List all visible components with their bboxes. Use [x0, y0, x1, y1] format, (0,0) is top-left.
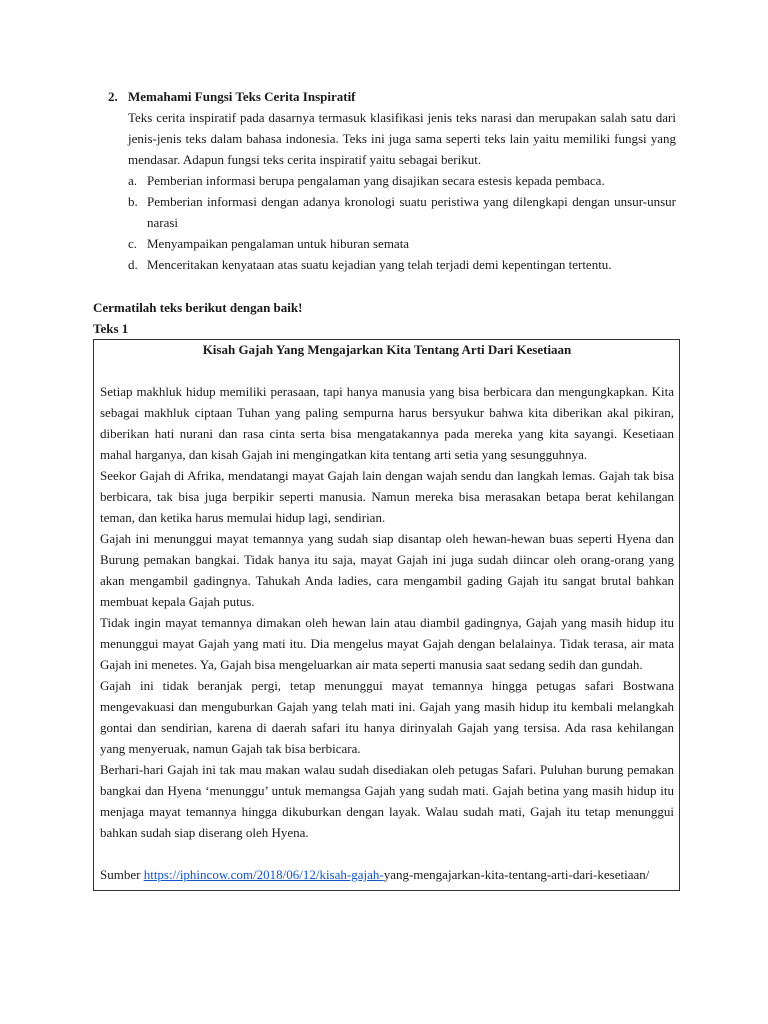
- story-paragraph: Gajah ini menunggui mayat temannya yang sudah siap disantap oleh hewan-hewan buas seperti Hyena dan Burung pemakan bangkai. Tidak hanya itu saja, mayat Gajah ini juga sudah diincar oleh orang-orang yang akan mengambil gadingnya. Tahukah Anda ladies, cara mengambil gading Gajah itu sangat brutal bahkan membuat kepala Gajah putus.: [100, 531, 674, 609]
- list-item: [128, 191, 676, 233]
- list-marker: b.: [128, 194, 138, 209]
- text-label: Teks 1: [93, 321, 129, 336]
- list-marker: d.: [128, 257, 138, 272]
- story-paragraph: Seekor Gajah di Afrika, mendatangi mayat Gajah lain dengan wajah sendu dan langkah lemas. Gajah tak bisa berbicara, tak bisa juga berpikir seperti manusia. Namun mereka bisa merasakan betapa berat kehilangan teman, dan ketika harus memulai hidup lagi, sendirian.: [100, 468, 674, 525]
- story-box: [93, 339, 680, 891]
- list-text: Menyampaikan pengalaman untuk hiburan semata: [147, 236, 410, 251]
- function-list: [108, 170, 676, 275]
- list-item: [128, 170, 676, 191]
- blank-line: [100, 360, 674, 381]
- instruction-text: Cermatilah teks berikut dengan baik!: [93, 300, 303, 315]
- source-line: [100, 864, 674, 885]
- story-paragraph: Tidak ingin mayat temannya dimakan oleh hewan lain atau diambil gadingnya, Gajah yang masih hidup itu menunggui mayat Gajah yang mati itu. Dia mengelus mayat Gajah dengan belalainya. Tidak terasa, air mata Gajah ini menetes. Ya, Gajah bisa mengeluarkan air mata seperti manusia saat sedang sedih dan gundah.: [100, 615, 674, 672]
- story-paragraph: Setiap makhluk hidup memiliki perasaan, tapi hanya manusia yang bisa berbicara dan mengungkapkan. Kita sebagai makhluk ciptaan Tuhan yang paling sempurna harus bersyukur bahwa kita diberikan akal pikiran, diberikan hati nurani dan rasa cinta serta bisa mengatakannya pada mereka yang kita sayangi. Kesetiaan mahal harganya, dan kisah Gajah ini mengingatkan kita tentang arti setia yang sesungguhnya.: [100, 384, 674, 462]
- list-marker: a.: [128, 173, 138, 188]
- section-intro: Teks cerita inspiratif pada dasarnya termasuk klasifikasi jenis teks narasi dan merupakan salah satu dari jenis-jenis teks dalam bahasa indonesia. Teks ini juga sama seperti teks lain yaitu memiliki fungsi yang mendasar. Adapun fungsi teks cerita inspiratif yaitu sebagai berikut.: [128, 110, 676, 167]
- story-title: Kisah Gajah Yang Mengajarkan Kita Tentang Arti Dari Kesetiaan: [202, 342, 572, 357]
- source-rest: yang-mengajarkan-kita-tentang-arti-dari-kesetiaan/: [383, 867, 650, 882]
- list-marker: c.: [128, 236, 138, 251]
- list-item: [128, 254, 676, 275]
- section-heading: [108, 86, 676, 107]
- story-paragraph: Berhari-hari Gajah ini tak mau makan walau sudah disediakan oleh petugas Safari. Puluhan burung pemakan bangkai dan Hyena ‘menunggu’ untuk memangsa Gajah yang sudah mati. Gajah betina yang masih hidup itu menjaga mayat temannya hingga dikuburkan dengan layak. Walau sudah mati, Gajah itu tetap menunggui bahkan sudah siap diserang oleh Hyena.: [100, 762, 674, 840]
- section-title: Memahami Fungsi Teks Cerita Inspiratif: [128, 89, 356, 104]
- story-paragraph: Gajah ini tidak beranjak pergi, tetap menunggui mayat temannya hingga petugas safari Bostwana mengevakuasi dan menguburkan Gajah yang telah mati ini. Gajah yang masih hidup itu kembali melangkah gontai dan sendirian, karena di daerah safari itu hanya dirinyalah Gajah yang tersisa. Ada rasa kehilangan yang menyeruak, namun Gajah tak bisa berbicara.: [100, 678, 674, 756]
- section-number: 2.: [108, 89, 118, 104]
- list-text: Menceritakan kenyataan atas suatu kejadian yang telah terjadi demi kepentingan tertentu.: [147, 257, 612, 272]
- list-text: Pemberian informasi dengan adanya kronologi suatu peristiwa yang dilengkapi dengan unsur-unsur narasi: [147, 194, 676, 230]
- list-text: Pemberian informasi berupa pengalaman yang disajikan secara estesis kepada pembaca.: [147, 173, 605, 188]
- list-item: [128, 233, 676, 254]
- source-label: Sumber: [100, 867, 144, 882]
- source-link[interactable]: https://iphincow.com/2018/06/12/kisah-gajah-: [143, 867, 384, 882]
- section-fungsi: [108, 86, 676, 275]
